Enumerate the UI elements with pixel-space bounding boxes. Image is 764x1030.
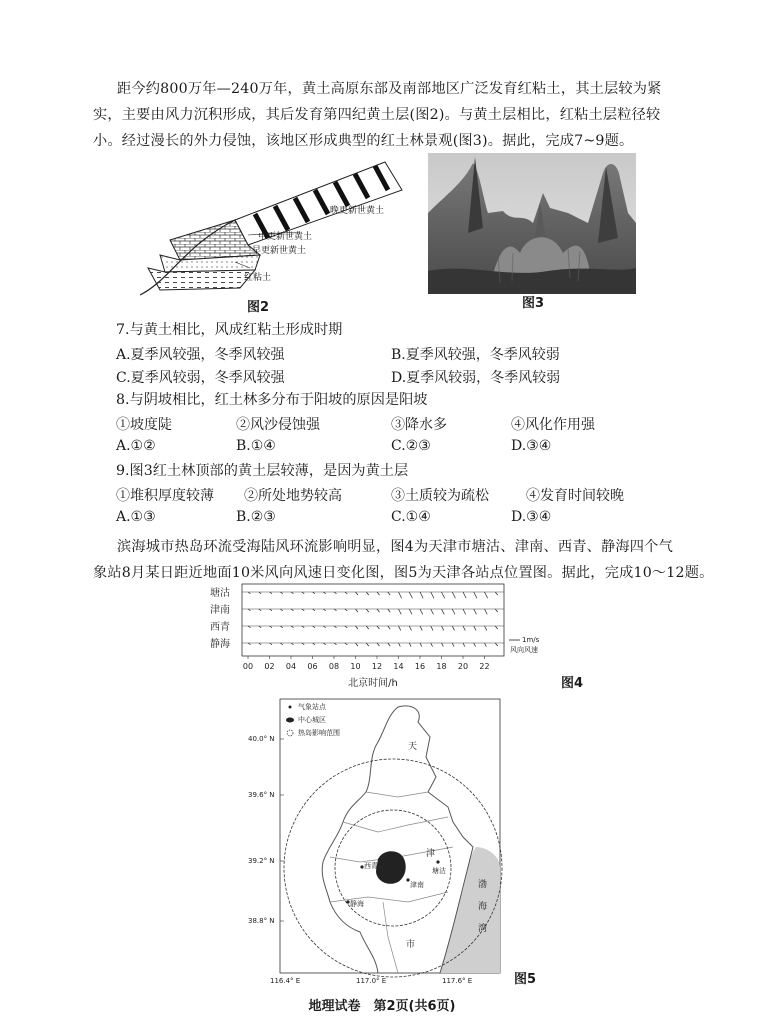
intro-paragraph-1 [93,76,662,154]
fig4-x-tick-label: 12 [371,662,383,671]
central-urban-area [376,851,406,884]
fig4-x-ticks [243,656,490,671]
fig5-caption: 图5 [514,972,537,987]
q7-option-a[interactable]: A.夏季风较强，冬季风较强 [116,347,285,363]
lat-label-38-8: 38.8° N [248,917,275,925]
fig4-x-tick-label: 04 [285,662,297,671]
fig4-station-label: 静海 [210,639,230,650]
q9-option-c[interactable]: C.①④ [391,509,431,525]
intro-paragraph-2 [93,534,714,586]
map-label-jinghai: 静海 [350,900,364,908]
fig2-label-red-clay: 红粘土 [244,273,272,283]
intro1-line2: 实，主要由风力沉积形成，其后发育第四纪黄土层(图2)。与黄土层相比，红粘土层粒径较 [93,107,661,123]
station-tanggu-icon [436,860,439,863]
q9-option-a[interactable]: A.①③ [116,509,156,525]
q8-option-c[interactable]: C.②③ [391,438,431,454]
map-label-shi: 市 [406,940,416,950]
q9-item-1: ①堆积厚度较薄 [116,488,214,504]
q8-item-4: ④风化作用强 [511,417,595,433]
intro1-line3: 小。经过漫长的外力侵蚀，该地区形成典型的红土林景观(图3)。据此，完成7~9题。 [93,133,634,149]
fig4-legend-speed: 1m/s [522,636,540,644]
lat-label-39-2: 39.2° N [248,857,275,865]
fig4-legend-text: 风向风速 [510,646,538,654]
q8-item-3: ③降水多 [391,417,447,433]
legend-station-label: 气象站点 [298,703,326,711]
q8-stem: 8.与阴坡相比，红土林多分布于阳坡的原因是阳坡 [116,392,428,408]
q9-item-3: ③土质较为疏松 [391,488,489,504]
fig4-station-label: 津南 [210,605,230,616]
fig4-x-tick-label: 20 [457,662,469,671]
fig2-soil-profile-diagram [140,160,420,320]
legend-heat-island-label: 热岛影响范围 [298,729,340,737]
q7-option-d[interactable]: D.夏季风较弱，冬季风较弱 [391,370,561,386]
q8-item-2: ②风沙侵蚀强 [236,417,320,433]
lon-label-116-4: 116.4° E [270,977,301,985]
lon-label-117-0: 117.0° E [356,977,387,985]
q8-option-a[interactable]: A.①② [116,438,156,454]
fig3-caption: 图3 [522,296,545,311]
q8-option-b[interactable]: B.①④ [236,438,276,454]
lat-label-39-6: 39.6° N [248,791,275,799]
map-label-jin: 津 [426,849,436,859]
fig4-x-tick-label: 18 [436,662,447,671]
fig4-wind-chart [208,582,558,690]
q7-option-c[interactable]: C.夏季风较弱，冬季风较强 [116,370,285,386]
q9-item-4: ④发育时间较晚 [526,488,624,504]
lat-label-40: 40.0° N [248,735,275,743]
fig2-label-mid-loess: 中更新世黄土 [258,232,313,242]
fig3-red-soil-forest-photo [428,153,636,294]
fig4-caption: 图4 [561,676,584,691]
q9-option-b[interactable]: B.②③ [236,509,276,525]
map-label-hai: 海 [478,902,488,912]
q9-item-2: ②所处地势较高 [244,488,342,504]
fig4-x-tick-label: 00 [242,662,254,671]
q8-option-d[interactable]: D.③④ [511,438,552,454]
map-label-wan: 湾 [478,924,488,934]
legend-city-label: 中心城区 [298,716,326,724]
fig4-x-tick-label: 14 [393,662,404,671]
fig4-x-tick-label: 10 [350,662,361,671]
lon-label-117-6: 117.6° E [442,977,473,985]
legend-city-icon [286,718,294,723]
fig4-x-tick-label: 16 [414,662,426,671]
fig4-x-tick-label: 22 [479,662,490,671]
map-label-bo: 渤 [478,880,488,890]
q7-option-b[interactable]: B.夏季风较强，冬季风较弱 [391,347,560,363]
fig4-x-tick-label: 02 [264,662,275,671]
map-label-xiqing: 西青 [364,862,378,870]
legend-station-icon [289,706,292,709]
intro1-line1: 距今约800万年—240万年，黄土高原东部及南部地区广泛发育红粘土，其土层较为紧 [117,81,662,97]
fig2-label-late-loess: 晚更新世黄土 [330,206,385,216]
fig4-station-label: 西青 [210,622,230,633]
fig5-station-map [248,697,508,989]
q9-stem: 9.图3红土林顶部的黄土层较薄，是因为黄土层 [116,463,409,479]
fig4-x-tick-label: 08 [328,662,340,671]
fig4-x-axis-label: 北京时间/h [348,678,398,689]
fig4-x-tick-label: 06 [307,662,318,671]
fig2-caption: 图2 [247,300,270,315]
fig4-station-label: 塘沽 [210,588,230,599]
q7-stem: 7.与黄土相比，风成红粘土形成时期 [116,322,343,338]
fig2-label-early-loess: 早更新世黄土 [252,246,307,256]
map-label-jinnan: 津南 [410,881,424,889]
q9-option-d[interactable]: D.③④ [511,509,552,525]
page-footer: 地理试卷 第2页(共6页) [308,999,456,1014]
intro2-line1: 滨海城市热岛环流受海陆风环流影响明显，图4为天津市塘沽、津南、西青、静海四个气 [117,539,673,555]
map-label-tanggu: 塘沽 [432,867,446,875]
intro2-line2: 象站8月某日距近地面10米风向风速日变化图，图5为天津各站点位置图。据此，完成10～12题。 [93,565,714,581]
map-label-tian: 天 [408,742,418,752]
q8-item-1: ①坡度陡 [116,417,172,433]
